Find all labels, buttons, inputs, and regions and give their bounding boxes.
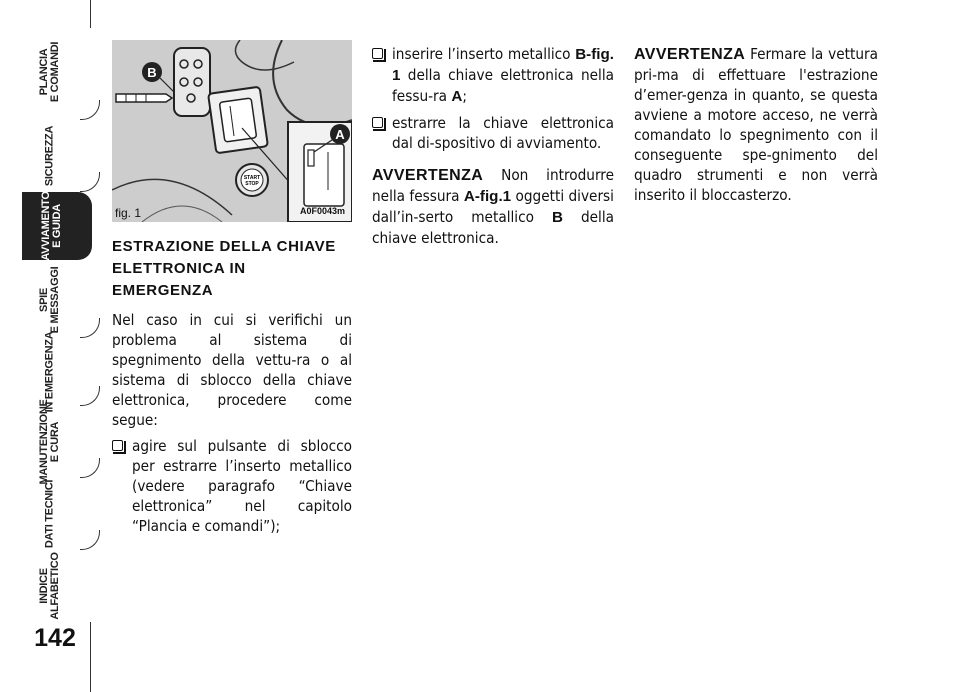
tab-label: SICUREZZA <box>43 125 56 187</box>
checkbox-bullet-icon <box>372 48 383 59</box>
tab-label: PLANCIA E COMANDI <box>38 41 61 103</box>
list-item: inserire l’inserto metallico B-fig. 1 della chiave elettronica nella fessu-ra A; <box>372 44 614 107</box>
ignition-illustration <box>112 40 352 222</box>
tab-divider <box>90 622 100 692</box>
page-number: 142 <box>34 624 76 652</box>
figure-caption: fig. 1 <box>115 206 142 220</box>
tab-avviamento-e-guida[interactable] <box>22 192 92 260</box>
tab-label: SPIE E MESSAGGI <box>38 266 61 334</box>
warning-note: AVVERTENZA Non introdurre nella fessura A-fig.1 oggetti diversi dall’in-serto metallico B della chiave elettronica. <box>372 166 615 247</box>
figure-label-b: B <box>147 65 157 80</box>
checkbox-bullet-icon <box>372 117 383 128</box>
figure-label-a: A <box>335 127 345 142</box>
list-item: estrarre la chiave elettronica dal di-spositivo di avviamento. <box>372 113 614 153</box>
figure-code: A0F0043m <box>300 206 346 216</box>
tab-divider <box>80 100 100 120</box>
start-stop-label-stop: STOP <box>245 181 259 187</box>
tab-label: MANUTENZIONE E CURA <box>38 399 61 485</box>
warning-note: AVVERTENZA Fermare la vettura pri-ma di effettuare l'estrazione d’emer-genza in quanto, se questa avviene a motore acceso, ne verrà comandato lo spegnimento con il conseguente spe-gnimento del quadro strumenti e non verrà inserito il bloccasterzo. <box>634 45 878 204</box>
checkbox-bullet-icon <box>112 440 123 451</box>
text-column-3 <box>634 44 878 205</box>
tab-label: IN EMERGENZA <box>43 331 56 413</box>
text-column-1 <box>112 236 352 536</box>
start-stop-label-start: START <box>243 175 261 181</box>
section-heading: ESTRAZIONE DELLA CHIAVE ELETTRONICA IN EMERGENZA <box>112 238 336 299</box>
intro-paragraph: Nel caso in cui si verifichi un problema al sistema di spegnimento della vettu-ra o al sistema di sblocco della chiave elettronica, procedere come segue: <box>112 311 352 429</box>
tab-divider <box>90 0 100 28</box>
list-item: agire sul pulsante di sblocco per estrarre l’inserto metallico (vedere paragrafo “Chiave elettronica” nel capitolo “Plancia e comandi”); <box>112 436 352 536</box>
tab-label: INDICE ALFABETICO <box>38 552 61 620</box>
tab-indice-alfabetico[interactable] <box>22 550 100 622</box>
chapter-tabs <box>0 0 100 692</box>
text-column-2 <box>372 44 614 248</box>
figure-illustration <box>112 40 352 222</box>
tab-label: DATI TECNICI <box>43 479 56 549</box>
tab-label: AVVIAMENTO E GUIDA <box>40 191 63 261</box>
